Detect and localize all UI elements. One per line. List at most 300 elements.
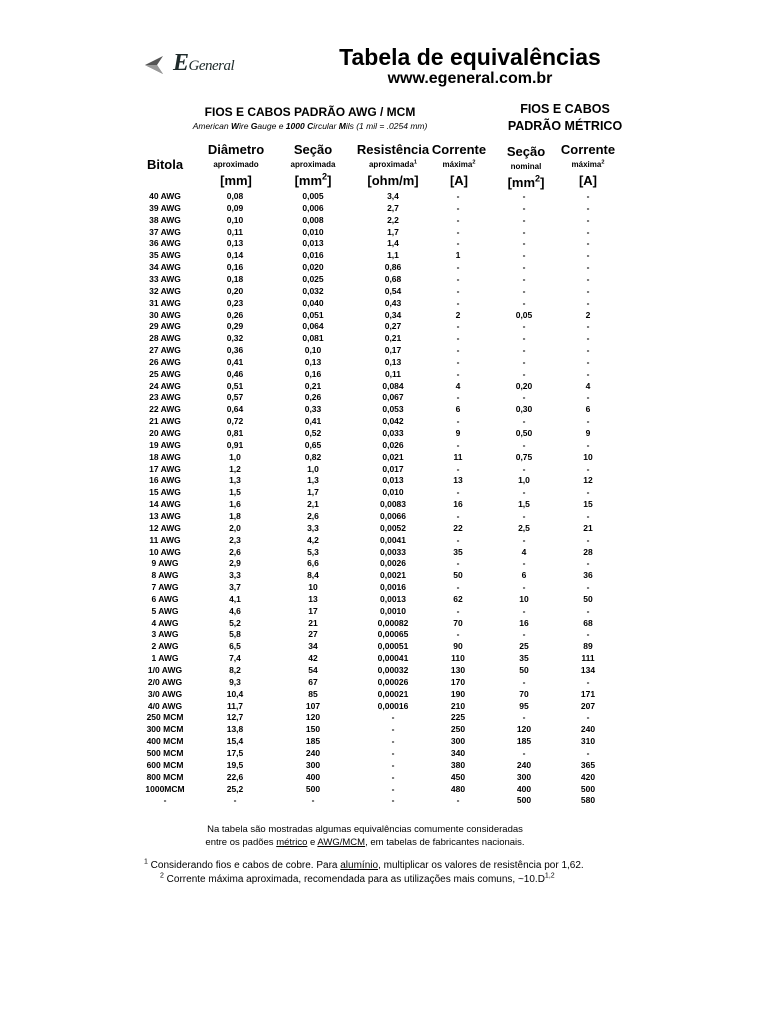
cell-corrente-metrica: -: [586, 392, 590, 403]
cell-diametro: 12,7: [226, 712, 244, 723]
cell-secao: 5,3: [307, 546, 319, 557]
cell-diametro: 1,6: [229, 499, 241, 510]
cell-resistencia: 0,0041: [380, 534, 406, 545]
cell-bitola: 32 AWG: [149, 285, 181, 296]
cell-resistencia: 0,0021: [380, 570, 406, 581]
cell-bitola: 19 AWG: [149, 439, 181, 450]
cell-resistencia: 0,00065: [377, 629, 409, 640]
cell-diametro: 0,29: [226, 321, 244, 332]
cell-bitola: 29 AWG: [149, 321, 181, 332]
cell-resistencia: 0,43: [384, 297, 402, 308]
cell-diametro: 0,11: [226, 226, 244, 237]
cell-resistencia: 0,010: [382, 487, 404, 498]
cell-corrente: -: [456, 534, 460, 545]
cell-corrente-metrica: -: [586, 582, 590, 593]
cell-secao: 1,7: [307, 487, 319, 498]
cell-corrente-metrica: 420: [580, 771, 596, 782]
cell-secao-nominal: -: [522, 712, 526, 723]
cell-bitola: 4/0 AWG: [147, 700, 183, 711]
table-row: [115, 701, 635, 713]
cell-corrente: 300: [450, 736, 466, 747]
cell-bitola: 28 AWG: [149, 333, 181, 344]
cell-diametro: 19,5: [226, 759, 244, 770]
cell-corrente-metrica: -: [586, 262, 590, 273]
cell-corrente: -: [456, 392, 460, 403]
cell-corrente: -: [456, 510, 460, 521]
cell-secao-nominal: -: [522, 297, 526, 308]
cell-bitola: 12 AWG: [149, 522, 181, 533]
cell-diametro: 1,8: [229, 510, 241, 521]
link-awg-mcm[interactable]: AWG/MCM: [317, 837, 366, 848]
cell-secao: 2,6: [307, 510, 319, 521]
cell-secao-nominal: 400: [516, 783, 532, 794]
cell-resistencia: 2,7: [387, 202, 399, 213]
footnote-2: $^2$ Corrente máxima aproximada, recomendada para as utilizações mais comuns, $\sim 10.D^{1,2}$: [160, 872, 555, 885]
cell-corrente-metrica: -: [586, 238, 590, 249]
cell-diametro: 0,26: [226, 309, 244, 320]
cell-secao: 4,2: [307, 534, 319, 545]
cell-corrente-metrica: -: [586, 439, 590, 450]
cell-corrente-metrica: 4: [585, 380, 591, 391]
cell-diametro: 5,8: [229, 629, 241, 640]
cell-secao: 17: [308, 605, 318, 616]
cell-bitola: 2 AWG: [151, 641, 179, 652]
cell-bitola: 16 AWG: [149, 475, 181, 486]
table-row: [115, 333, 635, 345]
cell-corrente-metrica: 310: [580, 736, 596, 747]
table-row: [115, 487, 635, 499]
cell-bitola: 13 AWG: [149, 510, 181, 521]
cell-bitola: 1 AWG: [151, 653, 179, 664]
cell-bitola: 40 AWG: [149, 191, 181, 201]
table-row: [115, 629, 635, 641]
cell-corrente: -: [456, 416, 460, 427]
cell-corrente-metrica: -: [586, 676, 590, 687]
col-header-bitola: Bitola: [146, 157, 184, 172]
cell-corrente-metrica: 207: [580, 700, 596, 711]
logo-wordmark: EGeneral: [173, 50, 235, 76]
cell-corrente-metrica: -: [586, 273, 590, 284]
cell-resistencia: 1,4: [387, 238, 399, 249]
cell-corrente: 90: [453, 641, 463, 652]
cell-corrente-metrica: -: [586, 191, 590, 201]
cell-secao: 107: [305, 700, 321, 711]
cell-corrente-metrica: 89: [583, 641, 593, 652]
cell-corrente: 13: [453, 475, 463, 486]
cell-resistencia: 0,00032: [377, 665, 409, 675]
cell-bitola: 22 AWG: [149, 404, 181, 415]
cell-secao: 0,008: [302, 214, 324, 225]
cell-secao: 300: [305, 759, 321, 770]
cell-secao: 400: [305, 771, 321, 782]
col-header-secao: Seção aproximada $[mm^2]$: [290, 142, 336, 188]
cell-bitola: 600 MCM: [146, 759, 184, 770]
cell-secao-nominal: -: [522, 439, 526, 450]
table-row: [115, 381, 635, 393]
cell-secao: 0,13: [304, 356, 322, 367]
cell-resistencia: 0,0013: [380, 593, 406, 604]
cell-diametro: 0,09: [226, 202, 244, 213]
cell-corrente: 210: [450, 700, 466, 711]
table-row: [115, 606, 635, 618]
cell-corrente-metrica: -: [586, 356, 590, 367]
table-row: [115, 523, 635, 535]
cell-resistencia: 0,0016: [380, 582, 406, 593]
cell-diametro: 2,9: [229, 558, 241, 569]
cell-bitola: 38 AWG: [149, 214, 181, 225]
cell-bitola: 17 AWG: [149, 463, 181, 474]
cell-bitola: 2/0 AWG: [147, 676, 183, 687]
cell-corrente: 16: [453, 499, 463, 510]
cell-secao: 0,013: [302, 238, 324, 249]
cell-diametro: 0,08: [226, 191, 244, 201]
table-row: [115, 369, 635, 381]
cell-corrente-metrica: -: [586, 712, 590, 723]
cell-secao-nominal: -: [522, 416, 526, 427]
cell-diametro: 2,6: [229, 546, 241, 557]
cell-secao-nominal: 10: [519, 593, 529, 604]
cell-resistencia: 0,00026: [377, 676, 409, 687]
cell-secao: 0,41: [304, 416, 322, 427]
cell-corrente: -: [456, 558, 460, 569]
cell-secao-nominal: -: [522, 321, 526, 332]
cell-diametro: 0,36: [226, 345, 244, 356]
cell-secao: 0,65: [304, 439, 322, 450]
cell-resistencia: 0,21: [384, 333, 402, 344]
cell-bitola: 18 AWG: [149, 451, 181, 462]
table-row: [115, 191, 635, 203]
cell-diametro: 2,3: [229, 534, 241, 545]
metric-heading-line2: PADRÃO MÉTRICO: [507, 119, 623, 133]
cell-corrente: 9: [455, 428, 461, 438]
cell-secao-nominal: -: [522, 392, 526, 403]
cell-diametro: 0,23: [226, 297, 244, 308]
cell-secao-nominal: 4: [521, 546, 527, 557]
table-row: [115, 286, 635, 298]
cell-diametro: 0,57: [226, 392, 244, 403]
cell-secao-nominal: -: [522, 214, 526, 225]
cell-bitola: -: [163, 795, 167, 806]
cell-diametro: 0,13: [226, 238, 244, 249]
cell-secao-nominal: -: [522, 191, 526, 201]
cell-diametro: 1,5: [229, 487, 241, 498]
cell-bitola: 27 AWG: [149, 345, 181, 356]
cell-corrente: -: [456, 285, 460, 296]
cell-secao-nominal: 25: [519, 641, 529, 652]
col-header-corrente: Corrente máxima$^2$ [A]: [431, 142, 487, 188]
cell-resistencia: -: [391, 783, 395, 794]
table-row: [115, 262, 635, 274]
cell-secao: 0,064: [302, 321, 324, 332]
cell-secao: 0,16: [304, 368, 322, 379]
table-row: [115, 736, 635, 748]
cell-secao-nominal: -: [522, 333, 526, 344]
cell-bitola: 30 AWG: [149, 309, 181, 320]
egeneral-logo: [145, 48, 255, 88]
table-row: [115, 310, 635, 322]
table-row: [115, 499, 635, 511]
cell-secao: 0,82: [304, 451, 322, 462]
cell-secao: 1,0: [307, 463, 319, 474]
cell-corrente: 1: [455, 250, 461, 261]
cell-resistencia: 3,4: [387, 191, 399, 201]
cell-corrente-metrica: 500: [580, 783, 596, 794]
table-row: [115, 594, 635, 606]
cell-corrente-metrica: -: [586, 747, 590, 758]
cell-corrente-metrica: -: [586, 250, 590, 261]
col-header-diametro: Diâmetro aproximado [mm]: [207, 142, 265, 188]
cell-resistencia: 0,013: [382, 475, 404, 486]
cell-corrente: 35: [453, 546, 463, 557]
cell-resistencia: 0,084: [382, 380, 404, 391]
cell-diametro: 4,1: [229, 593, 241, 604]
cell-secao: 0,005: [302, 191, 324, 201]
cell-diametro: 4,6: [229, 605, 241, 616]
table-row: [115, 357, 635, 369]
table-row: [115, 618, 635, 630]
cell-secao-nominal: -: [522, 238, 526, 249]
table-row: [115, 535, 635, 547]
cell-bitola: 800 MCM: [146, 771, 184, 782]
cell-resistencia: -: [391, 724, 395, 735]
cell-secao-nominal: -: [522, 345, 526, 356]
cell-secao-nominal: -: [522, 273, 526, 284]
cell-diametro: 0,91: [226, 439, 244, 450]
link-metrico[interactable]: métrico: [276, 837, 308, 848]
cell-diametro: 0,32: [226, 333, 244, 344]
link-aluminio[interactable]: alumínio: [340, 860, 379, 871]
cell-secao: 0,52: [304, 428, 322, 438]
cell-corrente: 225: [450, 712, 466, 723]
cell-diametro: 5,2: [229, 617, 241, 628]
cell-corrente-metrica: -: [586, 214, 590, 225]
table-row: [115, 392, 635, 404]
table-note: Na tabela são mostradas algumas equivalências comumente consideradas entre os padões métrico e AWG/MCM, em tabelas de fabricantes nacionais.: [205, 824, 525, 848]
table-row: [115, 464, 635, 476]
cell-corrente-metrica: 134: [580, 665, 596, 675]
cell-diametro: 0,51: [226, 380, 244, 391]
cell-secao-nominal: -: [522, 356, 526, 367]
cell-bitola: 300 MCM: [146, 724, 184, 735]
cell-bitola: 39 AWG: [149, 202, 181, 213]
cell-secao-nominal: 0,30: [515, 404, 533, 415]
cell-resistencia: 2,2: [387, 214, 399, 225]
cell-secao: 0,020: [302, 262, 324, 273]
cell-secao: 27: [308, 629, 318, 640]
cell-secao: 0,051: [302, 309, 324, 320]
cell-bitola: 250 MCM: [146, 712, 184, 723]
table-row: [115, 416, 635, 428]
table-row: [115, 724, 635, 736]
cell-bitola: 3 AWG: [151, 629, 179, 640]
cell-resistencia: 1,7: [387, 226, 399, 237]
cell-corrente-metrica: -: [586, 416, 590, 427]
cell-corrente: -: [456, 582, 460, 593]
cell-corrente-metrica: -: [586, 368, 590, 379]
cell-corrente-metrica: 10: [583, 451, 593, 462]
cell-corrente-metrica: -: [586, 558, 590, 569]
cell-corrente: -: [456, 191, 460, 201]
cell-diametro: 15,4: [226, 736, 244, 747]
cell-bitola: 5 AWG: [151, 605, 179, 616]
cell-secao: 0,006: [302, 202, 324, 213]
cell-corrente: -: [456, 629, 460, 640]
cell-secao: 42: [308, 653, 318, 664]
cell-corrente: 6: [455, 404, 461, 415]
cell-diametro: 10,4: [226, 688, 244, 699]
cell-secao-nominal: 500: [516, 795, 532, 806]
cell-diametro: 0,46: [226, 368, 244, 379]
cell-corrente-metrica: 68: [583, 617, 593, 628]
cell-corrente-metrica: 28: [583, 546, 593, 557]
table-row: [115, 712, 635, 724]
cell-corrente-metrica: 50: [583, 593, 593, 604]
cell-resistencia: 0,34: [384, 309, 402, 320]
cell-bitola: 36 AWG: [149, 238, 181, 249]
cell-corrente: 450: [450, 771, 466, 782]
cell-corrente-metrica: 240: [580, 724, 596, 735]
cell-secao-nominal: -: [522, 605, 526, 616]
table-row: [115, 475, 635, 487]
table-row: [115, 238, 635, 250]
cell-corrente: 70: [453, 617, 463, 628]
table-row: [115, 582, 635, 594]
cell-corrente-metrica: -: [586, 629, 590, 640]
cell-diametro: 6,5: [229, 641, 241, 652]
cell-secao: 67: [308, 676, 318, 687]
table-row: [115, 784, 635, 796]
cell-corrente-metrica: 111: [581, 653, 595, 664]
cell-diametro: 0,41: [226, 356, 244, 367]
cell-corrente: 2: [455, 309, 461, 320]
cell-bitola: 3/0 AWG: [147, 688, 183, 699]
cell-secao-nominal: -: [522, 534, 526, 545]
cell-resistencia: 0,00041: [377, 653, 409, 664]
cell-diametro: 0,72: [226, 416, 244, 427]
cell-secao: 0,26: [304, 392, 322, 403]
cell-resistencia: 1,1: [387, 250, 399, 261]
table-row: [115, 677, 635, 689]
cell-corrente-metrica: 36: [583, 570, 593, 581]
cell-corrente-metrica: -: [586, 333, 590, 344]
cell-secao-nominal: 0,75: [515, 451, 533, 462]
cell-secao-nominal: 185: [516, 736, 532, 747]
table-row: [115, 227, 635, 239]
cell-bitola: 1000MCM: [145, 783, 185, 794]
table-row: [115, 795, 635, 807]
cell-corrente: 250: [450, 724, 466, 735]
cell-corrente-metrica: -: [586, 605, 590, 616]
cell-diametro: 11,7: [226, 700, 244, 711]
cell-diametro: 0,16: [226, 262, 244, 273]
cell-secao: 185: [305, 736, 321, 747]
cell-resistencia: 0,86: [384, 262, 402, 273]
cell-bitola: 33 AWG: [149, 273, 181, 284]
cell-resistencia: -: [391, 771, 395, 782]
cell-secao: 0,010: [302, 226, 324, 237]
cell-corrente-metrica: 12: [583, 475, 593, 486]
cell-corrente-metrica: 171: [580, 688, 596, 699]
cell-secao: 34: [308, 641, 318, 652]
cell-secao-nominal: 120: [516, 724, 532, 735]
cell-diametro: 0,20: [226, 285, 244, 296]
cell-resistencia: 0,067: [382, 392, 404, 403]
col-header-resistencia: Resistência aproximada$^1$ [ohm/m]: [356, 142, 430, 188]
cell-corrente: 50: [453, 570, 463, 581]
cell-corrente: 480: [450, 783, 466, 794]
cell-resistencia: 0,0066: [380, 510, 406, 521]
cell-corrente-metrica: -: [586, 285, 590, 296]
cell-resistencia: 0,00021: [377, 688, 409, 699]
cell-secao-nominal: 2,5: [518, 522, 530, 533]
cell-diametro: 2,0: [229, 522, 241, 533]
cell-secao-nominal: -: [522, 250, 526, 261]
cell-resistencia: 0,17: [384, 345, 402, 356]
cell-corrente-metrica: -: [586, 297, 590, 308]
cell-corrente: -: [456, 368, 460, 379]
cell-corrente: -: [456, 356, 460, 367]
cell-corrente-metrica: -: [586, 463, 590, 474]
cell-corrente: 190: [450, 688, 466, 699]
cell-resistencia: 0,033: [382, 428, 404, 438]
cell-secao: 0,21: [304, 380, 322, 391]
cell-diametro: 1,0: [229, 451, 241, 462]
table-row: [115, 274, 635, 286]
cell-diametro: 0,18: [226, 273, 244, 284]
cell-corrente: 380: [450, 759, 466, 770]
cell-bitola: 15 AWG: [149, 487, 181, 498]
cell-resistencia: 0,11: [384, 368, 402, 379]
cell-diametro: 9,3: [229, 676, 241, 687]
cell-bitola: 20 AWG: [149, 428, 181, 438]
table-row: [115, 440, 635, 452]
cell-resistencia: -: [391, 736, 395, 747]
cell-corrente-metrica: 21: [583, 522, 593, 533]
cell-secao-nominal: 6: [521, 570, 527, 581]
cell-bitola: 11 AWG: [149, 534, 181, 545]
cell-resistencia: 0,042: [382, 416, 404, 427]
table-row: [115, 321, 635, 333]
table-row: [115, 748, 635, 760]
cell-corrente: -: [456, 605, 460, 616]
cell-secao-nominal: 16: [519, 617, 529, 628]
cell-secao-nominal: -: [522, 629, 526, 640]
cell-resistencia: 0,0052: [380, 522, 406, 533]
cell-corrente-metrica: 6: [585, 404, 591, 415]
cell-bitola: 8 AWG: [151, 570, 179, 581]
cell-bitola: 1/0 AWG: [147, 665, 183, 675]
col-header-corrente-metrica: Corrente máxima$^2$ [A]: [560, 142, 616, 188]
cell-secao-nominal: 95: [519, 700, 529, 711]
cell-secao: 0,040: [302, 297, 324, 308]
awg-section-heading: FIOS E CABOS PADRÃO AWG / MCM: [204, 105, 416, 119]
cell-secao-nominal: 1,0: [518, 475, 530, 486]
cell-secao: 8,4: [307, 570, 319, 581]
cell-secao-nominal: -: [522, 487, 526, 498]
cell-secao: 13: [308, 593, 318, 604]
table-row: [115, 665, 635, 677]
table-row: [115, 772, 635, 784]
table-row: [115, 250, 635, 262]
cell-resistencia: -: [391, 712, 395, 723]
cell-secao: 10: [308, 582, 318, 593]
cell-bitola: 500 MCM: [146, 747, 184, 758]
cell-secao: 0,10: [304, 345, 322, 356]
cell-secao-nominal: -: [522, 747, 526, 758]
cell-resistencia: 0,00082: [377, 617, 409, 628]
cell-diametro: 1,3: [229, 475, 241, 486]
cell-secao: 0,016: [302, 250, 324, 261]
